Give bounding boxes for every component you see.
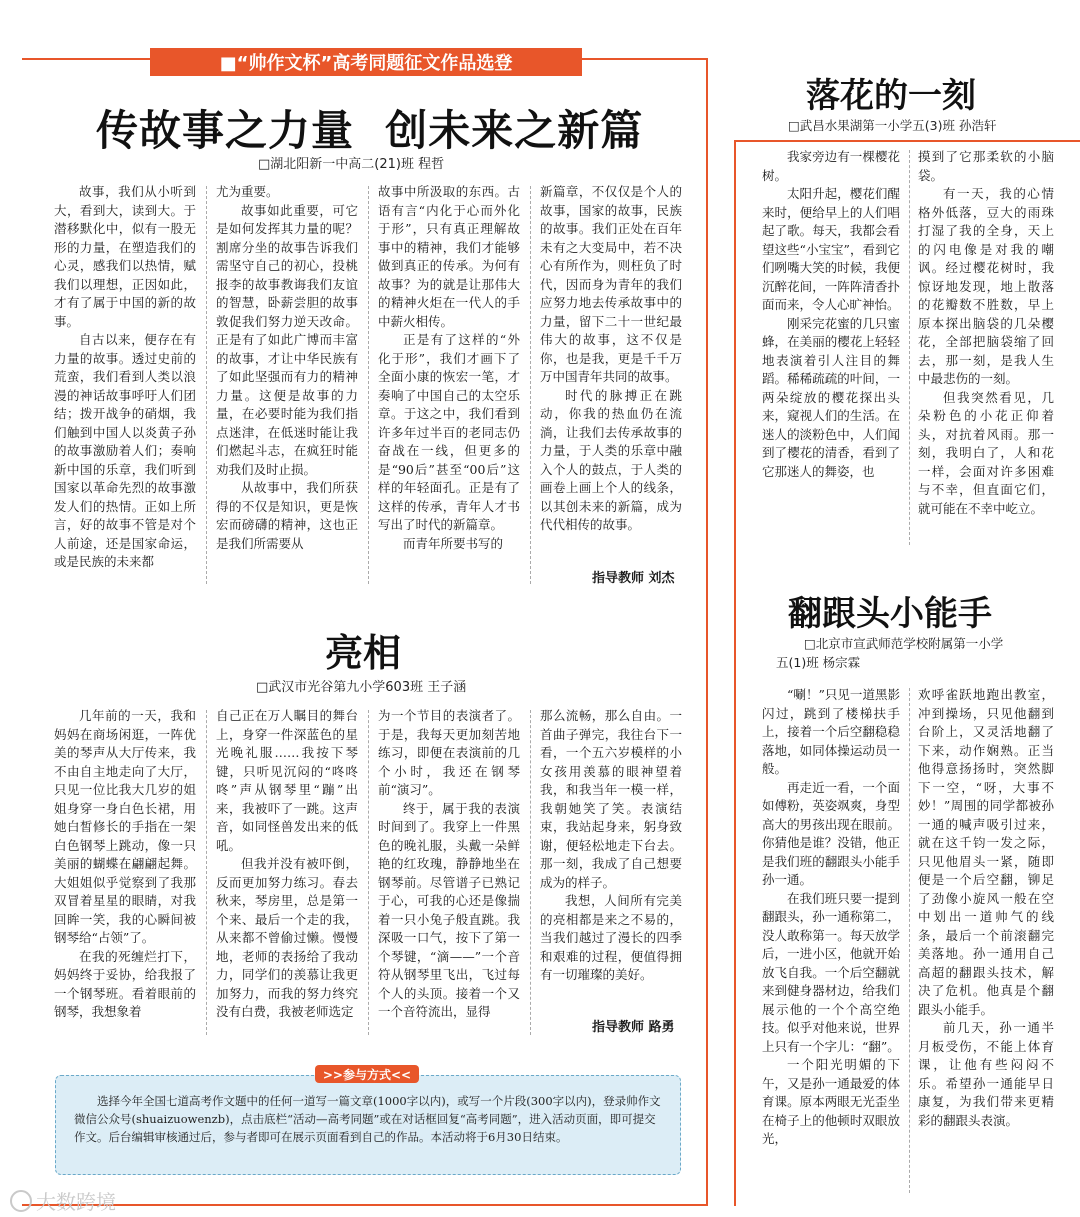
- article4-column-1: [762, 686, 900, 1196]
- section-banner: ■“帅作文杯”高考同题征文作品选登: [150, 48, 582, 76]
- article1-paragraph: 从故事中，我们所获得的不仅是知识，更是恢宏而磅礴的精神，这也正是我们所需要从: [216, 480, 358, 551]
- article4-column-2: [918, 686, 1054, 1196]
- article1-paragraph: 新篇章，不仅仅是个人的故事，国家的故事，民族的故事。我们正处在百年未有之大变局中，若不决心有所作为，则枉负了时代，因而身为青年的我们应努力地去传承故事中的力量，留下二十一世纪最伟大的故事，这不仅是你，也是我，更是千千万万中国青年共同的故事。: [540, 184, 682, 384]
- article1-column-2: [216, 183, 358, 585]
- article2-paragraph: 几年前的一天，我和妈妈在商场闲逛，一阵优美的琴声从大厅传来，我不由自主地走向了大厅，只见一位比我大几岁的姐姐身穿一身白色长裙，用她白皙修长的手指在一架白色钢琴上跳动，像一只美丽的蝴蝶在翩翩起舞。大姐姐似乎觉察到了我那双冒着星星的眼睛，对我回眸一笑，我的心瞬间被钢琴给“占领”了。: [54, 708, 196, 945]
- article1-paragraph: 故事如此重要，可它是如何发挥其力量的呢？割席分坐的故事告诉我们需坚守自己的初心，投桃报李的故事教诲我们友谊的智慧，卧薪尝胆的故事敦促我们努力逆天改命。正是有了如此广博而丰富的故事，才让中华民族有了如此坚强而有力的精神力量。这便是故事的力量，在必要时能为我们指点迷津，在低迷时能让我们燃起斗志，在疯狂时能劝我们及时止损。: [216, 202, 358, 477]
- article2-title: 亮相: [325, 631, 402, 675]
- article4-paragraph: 一个阳光明媚的下午，又是孙一通最爱的体育课。原本两眼无光歪坐在椅子上的他顿时双眼放光，: [762, 1057, 900, 1146]
- watermark: [10, 1186, 116, 1215]
- article3-paragraph: 有一天，我的心情格外低落，豆大的雨珠打湿了我的全身，天上的闪电像是对我的嘲讽。经过樱花树时，我惊讶地发现，地上散落的花瓣数不胜数，早上原本探出脑袋的几朵樱花，全部把脑袋缩了回去，那一刻，是我人生中最悲伤的一刻。: [918, 186, 1054, 386]
- article4-byline-line2: 五(1)班 杨宗霖: [776, 655, 861, 670]
- article3-paragraph: 刚采完花蜜的几只蜜蜂，在美丽的樱花上轻轻地表演着引人注目的舞蹈。稀稀疏疏的叶间，一两朵绽放的樱花探出头来，窥视人们的生活。在迷人的淡粉色中，人们闻到了樱花的清香，看到了它那迷人的舞姿，也: [762, 315, 900, 479]
- article1-title: 传故事之力量 创未来之新篇: [96, 106, 644, 155]
- article3-paragraph: 太阳升起，樱花们醒来时，便给早上的人们唱起了歌。每天，我都会看望这些“小宝宝”，看到它们咧嘴大笑的时候，我便沉醉花间，一阵阵清香扑面而来，令人心旷神怡。: [762, 186, 900, 312]
- article2-column-2: [216, 707, 358, 1037]
- article1-paragraph: 正是有了这样的“外化于形”，我们才画下了全面小康的恢宏一笔，才奏响了中国自己的太空乐章。于这之中，我们看到许多年过半百的老同志仍奋战在一线，但更多的是“90后”甚至“00后”这样的年轻面孔。正是有了这样的传承，青年人才书写出了时代的新篇章。: [378, 332, 520, 532]
- article1-byline: □湖北阳新一中高二(21)班 程哲: [258, 157, 445, 172]
- article3-column-1: [762, 148, 900, 548]
- article4-paragraph: 欢呼雀跃地跑出教室，冲到操场，只见他翻到台阶上，又灵活地翻了下来，动作娴熟。正当他得意扬扬时，突然脚下一空，“呀，大事不妙！”周围的同学都被孙一通的喊声吸引过来，就在这千钧一发之际，只见他眉头一紧，随即便是一个后空翻，铆足了劲像小旋风一般在空中划出一道帅气的线条，最后一个前滚翻完美落地。孙一通用自己高超的翻跟头技术，解决了危机。他真是个翻跟头小能手。: [918, 687, 1054, 1017]
- article2-column-3: [378, 707, 520, 1037]
- article1-column-4: [540, 183, 682, 567]
- participation-info-box: [55, 1075, 681, 1175]
- watermark-text: 大数跨境: [36, 1190, 116, 1214]
- article1-paragraph: 尤为重要。: [216, 184, 279, 199]
- article1-paragraph: 自古以来，便存在有力量的故事。透过史前的荒蛮，我们看到人类以浪漫的神话故事呼吁人们团结；拨开战争的硝烟，我们触到中国人以炎黄子孙的故事激励着人们；奏响新中国的乐章，我们听到国家以革命先烈的故事激发人们的热情。正如上所言，好的故事不管是对个人前途，还是国家命运，或是民族的未来都: [54, 332, 196, 569]
- article1-column-1: [54, 183, 196, 585]
- article2-column-1: [54, 707, 196, 1037]
- article1-paragraph: 而青年所要书写的: [403, 535, 504, 551]
- article3-column-2: [918, 148, 1054, 548]
- article2-teacher: 指导教师 路勇: [592, 1020, 675, 1035]
- article1-teacher: 指导教师 刘杰: [592, 571, 675, 586]
- article4-paragraph: “唰！”只见一道黑影闪过，跳到了楼梯扶手上，接着一个后空翻稳稳落地，如同体操运动员一般。: [762, 687, 900, 776]
- article2-paragraph: 在我的死缠烂打下，妈妈终于妥协，给我报了一个钢琴班。看着眼前的钢琴，我想象着: [54, 948, 196, 1019]
- article2-paragraph: 那么流畅，那么自由。一首曲子弹完，我往台下一看，一个五六岁模样的小女孩用羡慕的眼神望着我，和我当年一模一样，我朝她笑了笑。表演结束，我站起身来，躬身致谢，便轻松地走下台去。那一刻，我成了自己想要成为的样子。: [540, 708, 682, 890]
- article4-paragraph: 再走近一看，一个面如傅粉，英姿飒爽，身型高大的男孩出现在眼前。你猜他是谁？没错，他正是我们班的翻跟头小能手孙一通。: [762, 779, 900, 887]
- article2-paragraph: 为一个节目的表演者了。于是，我每天更加刻苦地练习，即便在表演前的几个小时，我还在钢琴前“演习”。: [378, 708, 520, 797]
- participation-title: >>参与方式<<: [315, 1065, 419, 1083]
- article3-title: 落花的一刻: [806, 76, 976, 116]
- article1-paragraph: 故事中所汲取的东西。古语有言“内化于心而外化于形”，只有真正理解故事中的精神，我们才能够做到真正的传承。为何有故事？为的就是让那伟大的精神火炬在一代人的手中薪火相传。: [378, 184, 520, 329]
- article2-paragraph: 终于，属于我的表演时间到了。我穿上一件黑色的晚礼服，头戴一朵鲜艳的红玫瑰，静静地坐在钢琴前。尽管谱子已熟记于心，可我的心还是像揣着一只小兔子般直跳。我深吸一口气，按下了第一个琴键，“滴——”一个音符从钢琴里飞出，飞过每个人的头顶。接着一个又一个音符流出，显得: [378, 800, 520, 1019]
- article1-paragraph: 时代的脉搏正在跳动，你我的热血仍在流淌，让我们去传承故事的力量，于人类的乐章中融入个人的鼓点，于人类的画卷上画上个人的线条，以其创未来的新篇，成为代代相传的故事。: [540, 387, 682, 532]
- article3-paragraph: 我家旁边有一棵樱花树。: [762, 149, 900, 183]
- participation-text: 选择今年全国七道高考作文题中的任何一道写一篇文章(1000字以内)，或写一个片段(300字以内)，登录帅作文微信公众号(shuaizuowenzb)，点击底栏“活动—高考同题”或在对话框回复“高考同题”，进入活动页面，即可提交作文。后台编辑审核通过后，参与者即可在展示页面看到自己的作品。本活动将于6月30日结束。: [74, 1094, 661, 1144]
- article2-paragraph: 自己正在万人瞩目的舞台上，身穿一件深蓝色的星光晚礼服……我按下琴键，只听见沉闷的“咚咚咚”声从钢琴里“蹦”出来，我被吓了一跳。这声音，如同怪兽发出来的低吼。: [216, 708, 358, 853]
- article2-paragraph: 但我并没有被吓倒，反而更加努力练习。春去秋来，琴房里，总是第一个来、最后一个走的我，从来都不曾偷过懒。慢慢地，老师的表扬给了我动力，同学们的羡慕让我更加努力，而我的努力终究没有白费，我被老师选定: [216, 856, 358, 1019]
- article3-paragraph: 摸到了它那柔软的小脑袋。: [918, 149, 1054, 183]
- watermark-logo-icon: [10, 1190, 32, 1212]
- article4-byline-line1: □北京市宣武师范学校附属第一小学: [804, 636, 1004, 651]
- article1-paragraph: 故事，我们从小听到大，看到大，读到大。于潜移默化中，似有一股无形的力量，在塑造我们的心灵，感我们以热情，赋我们以理想，正因如此，才有了属于中国的新的故事。: [54, 184, 196, 329]
- article3-paragraph: 但我突然看见，几朵粉色的小花正仰着头，对抗着风雨。那一刻，我明白了，人和花一样，会面对许多困难与不幸，但直面它们，就可能在不幸中屹立。: [918, 389, 1054, 516]
- article2-paragraph: 我想，人间所有完美的亮相都是来之不易的，当我们越过了漫长的四季和艰难的过程，便值得拥有一切璀璨的美好。: [540, 893, 682, 982]
- article4-paragraph: 前几天，孙一通半月板受伤，不能上体育课，让他有些闷闷不乐。希望孙一通能早日康复，为我们带来更精彩的翻跟头表演。: [918, 1020, 1054, 1128]
- article4-title: 翻跟头小能手: [788, 594, 992, 634]
- article4-paragraph: 在我们班只要一提到翻跟头，孙一通称第二，没人敢称第一。每天放学后，一进小区，他就开始放飞自我。一个后空翻就来到健身器材边，给我们展示他的一个个高空绝技。似乎对他来说，世界上只有一个字儿：“翻”。: [762, 890, 900, 1054]
- article2-column-4: [540, 707, 682, 1019]
- article1-column-3: [378, 183, 520, 585]
- article3-byline: □武昌水果湖第一小学五(3)班 孙浩轩: [788, 118, 997, 133]
- article2-byline: □武汉市光谷第九小学603班 王子涵: [256, 680, 467, 695]
